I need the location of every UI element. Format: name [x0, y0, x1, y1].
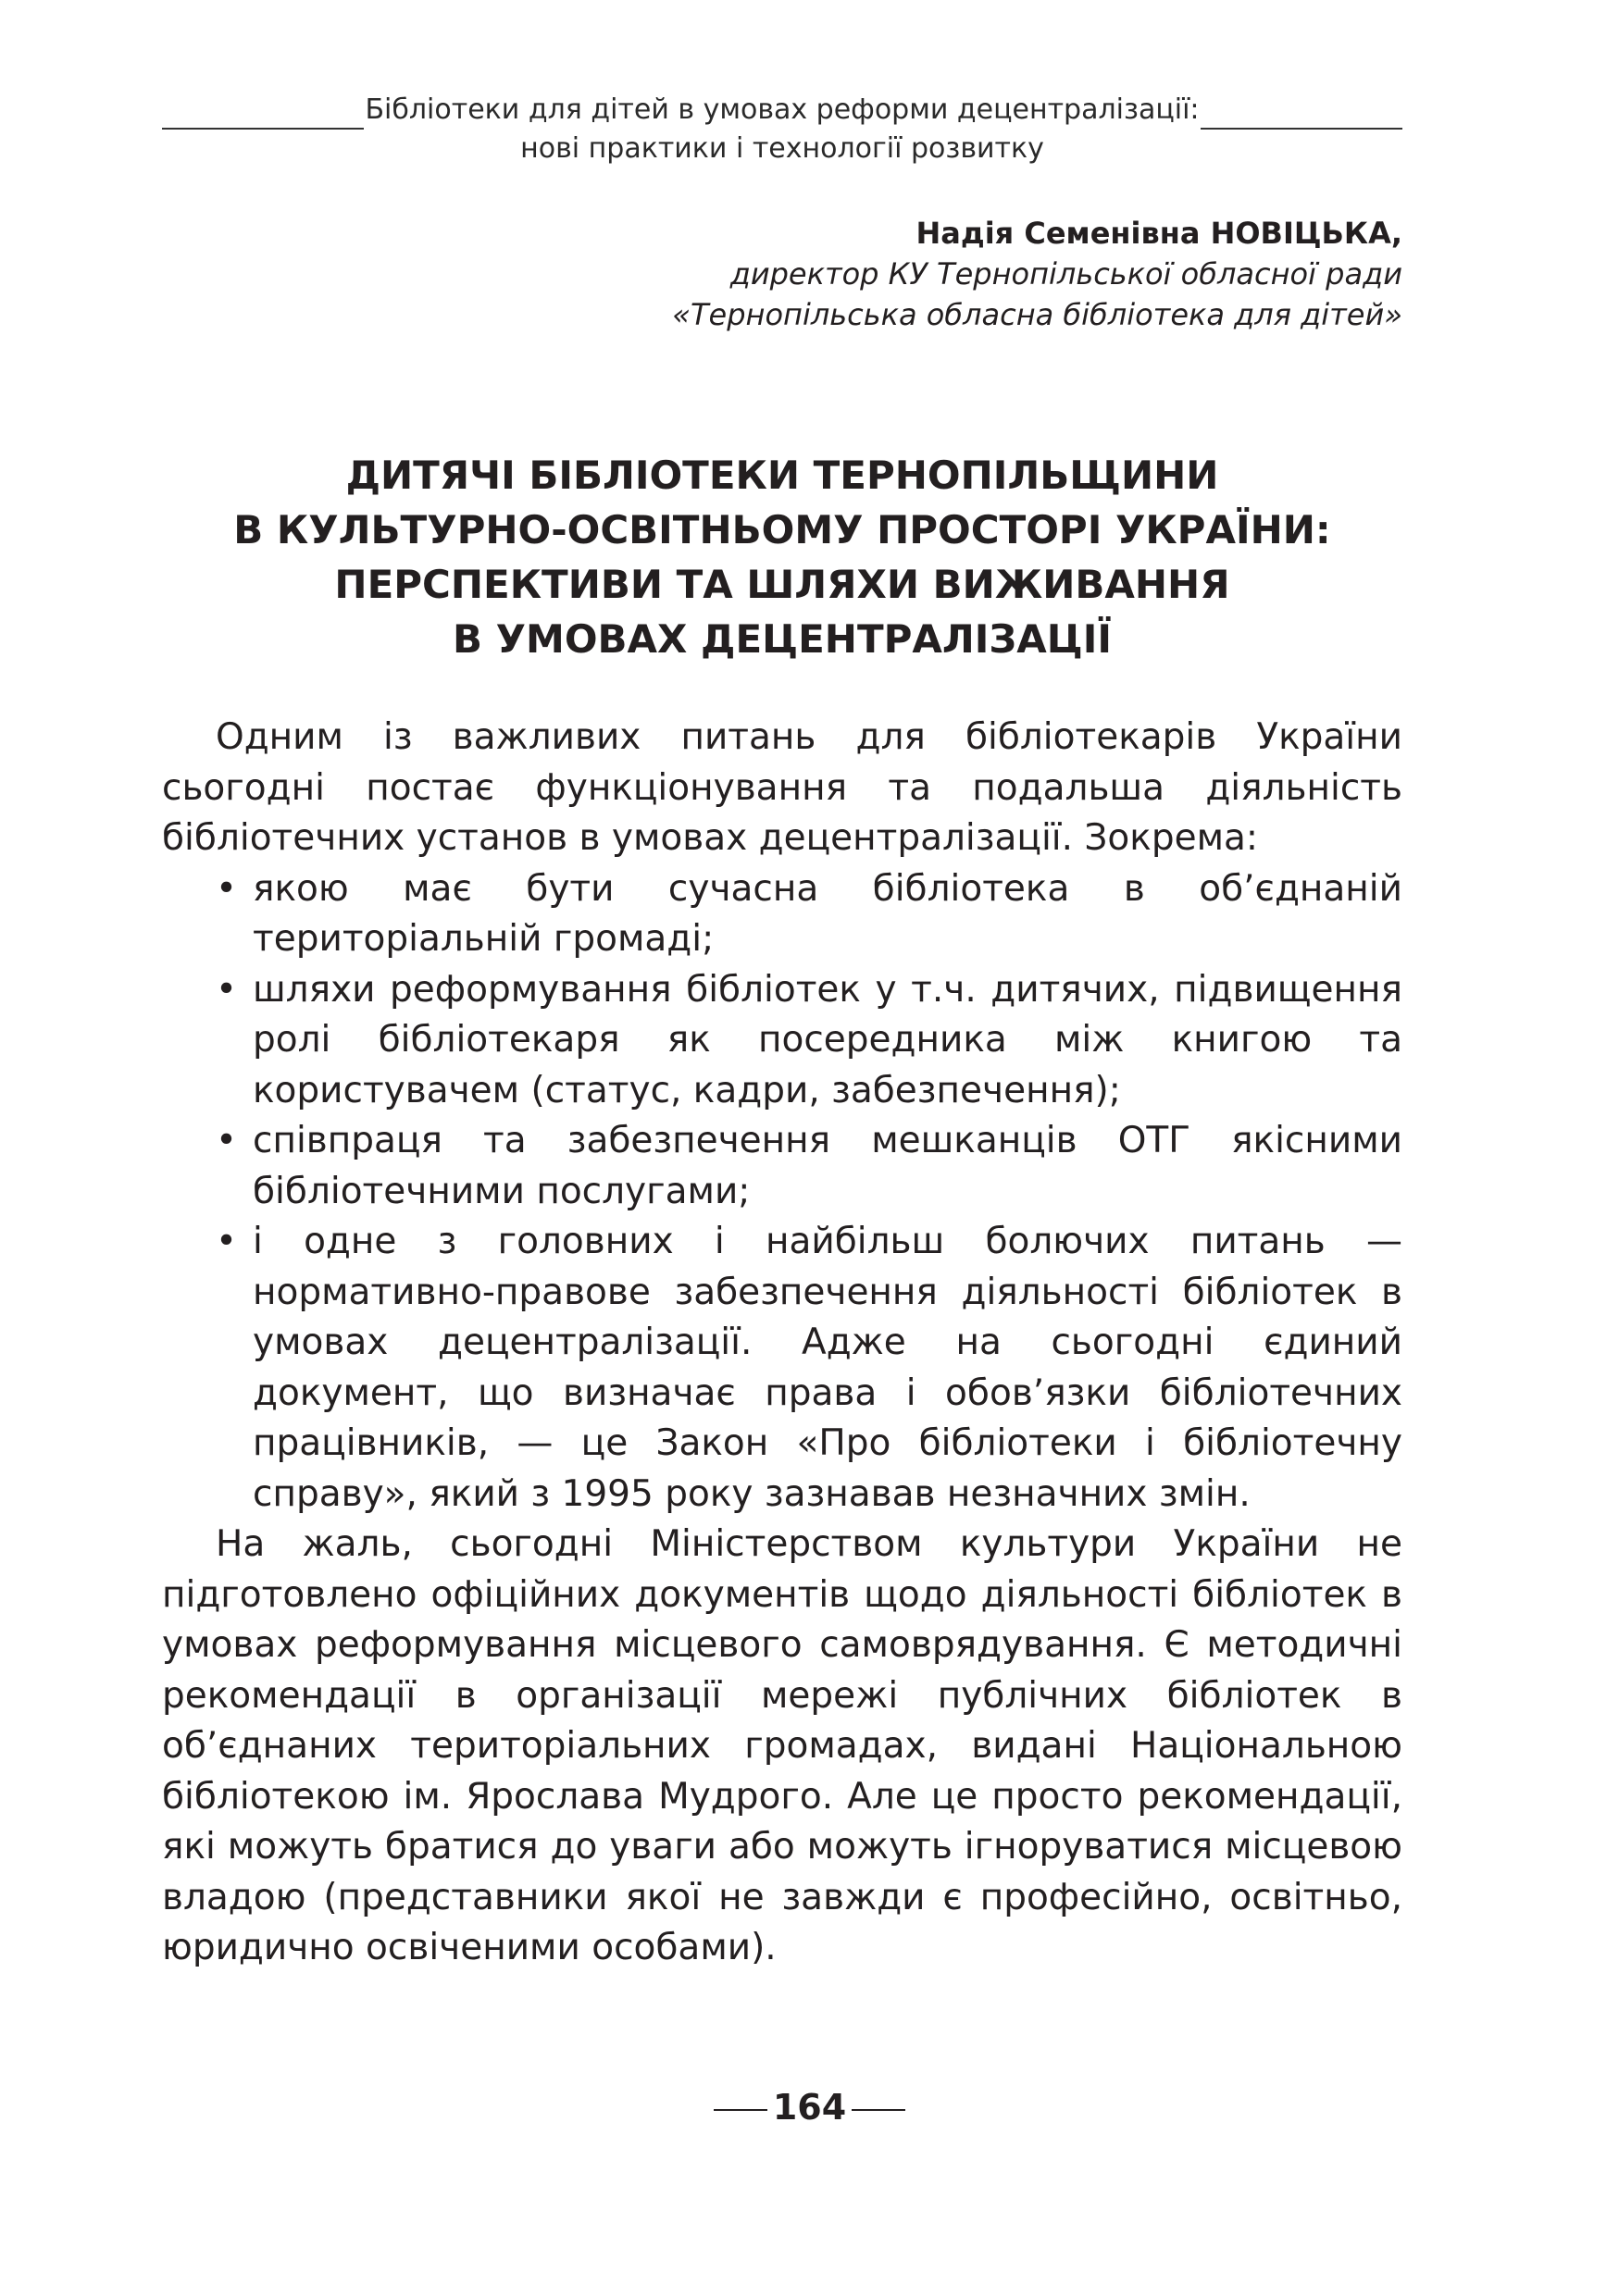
list-item: [162, 1116, 1402, 1217]
title-line-2: В КУЛЬТУРНО-ОСВІТНЬОМУ ПРОСТОРІ УКРАЇНИ:: [233, 507, 1331, 552]
list-item-text: і одне з головних і найбільш болючих питань — нормативно-правове забезпечення діяльності бібліотек в умовах децентралізації. Адже на сьогодні єдиний документ, що визначає права і обов’язки бібліотечних працівників, — це Закон «Про бібліотеки і бібліотечну справу», який з 1995 року зазнавав незначних змін.: [253, 1221, 1402, 1515]
intro-paragraph: Одним із важливих питань для бібліотекарів України сьогодні постає функціонування та подальша діяльність бібліотечних установ в умовах децентралізації. Зокрема:: [162, 716, 1402, 859]
author-name: Надія Семенівна НОВІЦЬКА,: [915, 216, 1402, 251]
title-line-1: ДИТЯЧІ БІБЛІОТЕКИ ТЕРНОПІЛЬЩИНИ: [345, 453, 1219, 498]
page-number-value: 164: [772, 2087, 847, 2128]
list-item-text: якою має бути сучасна бібліотека в об’єднаній територіальній громаді;: [253, 867, 1402, 960]
header-rule-left: [162, 128, 364, 130]
bullet-icon: •: [216, 968, 238, 1011]
page-number-dash-right: [852, 2109, 905, 2111]
list-item: [162, 965, 1402, 1117]
header-line-1: Бібліотеки для дітей в умовах реформи децентралізації:: [365, 93, 1200, 126]
issues-list: [162, 864, 1402, 1520]
header-rule-right: [1201, 128, 1402, 130]
author-position-line-2: «Тернопільська обласна бібліотека для дітей»: [672, 297, 1402, 332]
list-item: [162, 864, 1402, 965]
page-number-dash-left: [714, 2109, 767, 2111]
running-header: [162, 91, 1402, 168]
list-item-text: співпраця та забезпечення мешканців ОТГ якісними бібліотечними послугами;: [253, 1120, 1402, 1212]
title-line-4: В УМОВАХ ДЕЦЕНТРАЛІЗАЦІЇ: [453, 616, 1112, 662]
title-line-3: ПЕРСПЕКТИВИ ТА ШЛЯХИ ВИЖИВАННЯ: [334, 562, 1230, 607]
bullet-icon: •: [216, 1221, 238, 1262]
article-title: [162, 448, 1402, 666]
author-block: [672, 213, 1402, 335]
bullet-icon: •: [216, 867, 238, 910]
list-item-text: шляхи реформування бібліотек у т.ч. дитячих, підвищення ролі бібліотекаря як посередника між книгою та користувачем (статус, кадри, забезпечення);: [253, 968, 1402, 1111]
bullet-icon: •: [216, 1120, 238, 1161]
list-item: [162, 1217, 1402, 1520]
author-position-line-1: директор КУ Тернопільської обласної ради: [729, 256, 1402, 292]
article-body: [162, 713, 1402, 1974]
page-number: [0, 2087, 1619, 2128]
closing-paragraph: На жаль, сьогодні Міністерством культури України не підготовлено офіційних документів щодо діяльності бібліотек в умовах реформування місцевого самоврядування. Є методичні рекомендації в організації мережі публічних бібліотек в об’єднаних територіальних громадах, видані Національною бібліотекою ім. Ярослава Мудрого. Але це просто рекомендації, які можуть братися до уваги або можуть ігноруватися місцевою владою (представники якої не завжди є професійно, освітньо, юридично освіченими особами).: [162, 1523, 1402, 1968]
header-line-2: нові практики і технології розвитку: [520, 132, 1044, 165]
